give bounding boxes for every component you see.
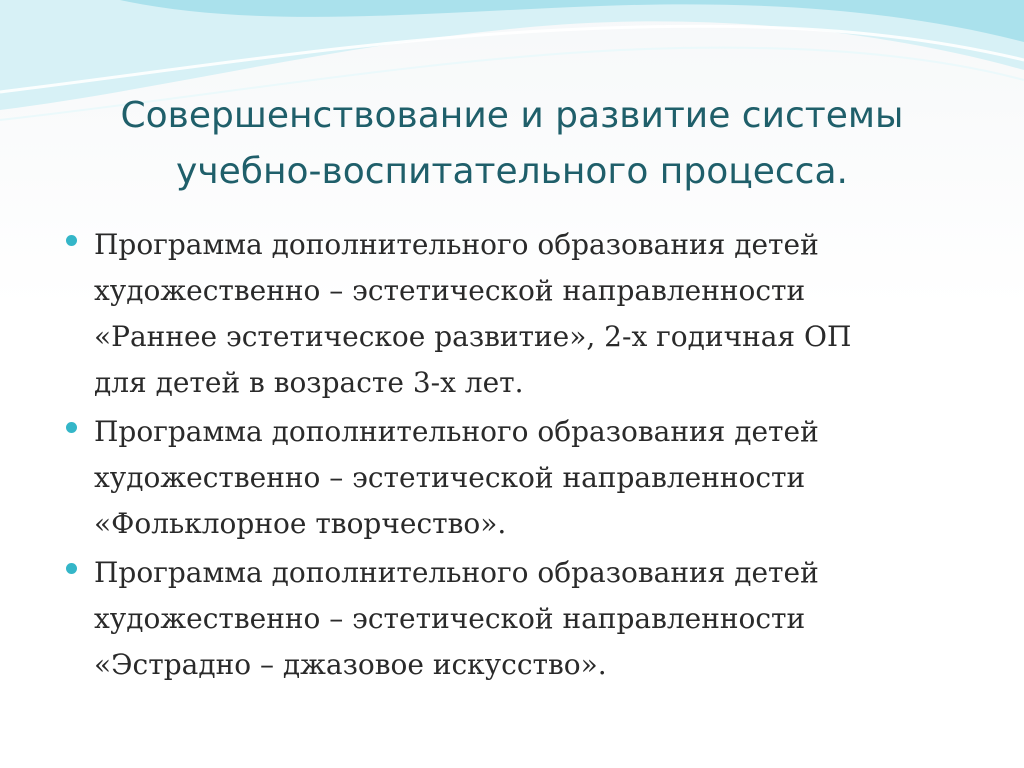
bullet-marker-icon xyxy=(66,422,77,433)
bullet-1-line-1: Программа дополнительного образования детей xyxy=(94,228,819,261)
bullet-2-line-1: Программа дополнительного образования детей xyxy=(94,415,819,448)
bullet-item-3 xyxy=(60,550,960,688)
bullet-2-line-2: художественно – эстетической направленности xyxy=(94,461,806,494)
bullet-1-line-4: для детей в возрасте 3-х лет. xyxy=(94,366,524,399)
bullet-marker-icon xyxy=(66,235,77,246)
bullet-1-line-3: «Раннее эстетическое развитие», 2-х годичная ОП xyxy=(94,320,852,353)
bullet-3-line-1: Программа дополнительного образования детей xyxy=(94,556,819,589)
bullet-1-line-2: художественно – эстетической направленности xyxy=(94,274,806,307)
bullet-item-2 xyxy=(60,409,960,547)
bullet-list xyxy=(60,222,960,691)
slide-title-line-2: учебно-воспитательного процесса. xyxy=(176,151,848,192)
slide-title xyxy=(60,88,964,200)
bullet-item-1 xyxy=(60,222,960,406)
bullet-3-line-3: «Эстрадно – джазовое искусство». xyxy=(94,648,607,681)
bullet-3-line-2: художественно – эстетической направленности xyxy=(94,602,806,635)
bullet-2-line-3: «Фольклорное творчество». xyxy=(94,507,507,540)
slide-title-line-1: Совершенствование и развитие системы xyxy=(120,95,904,136)
bullet-marker-icon xyxy=(66,563,77,574)
